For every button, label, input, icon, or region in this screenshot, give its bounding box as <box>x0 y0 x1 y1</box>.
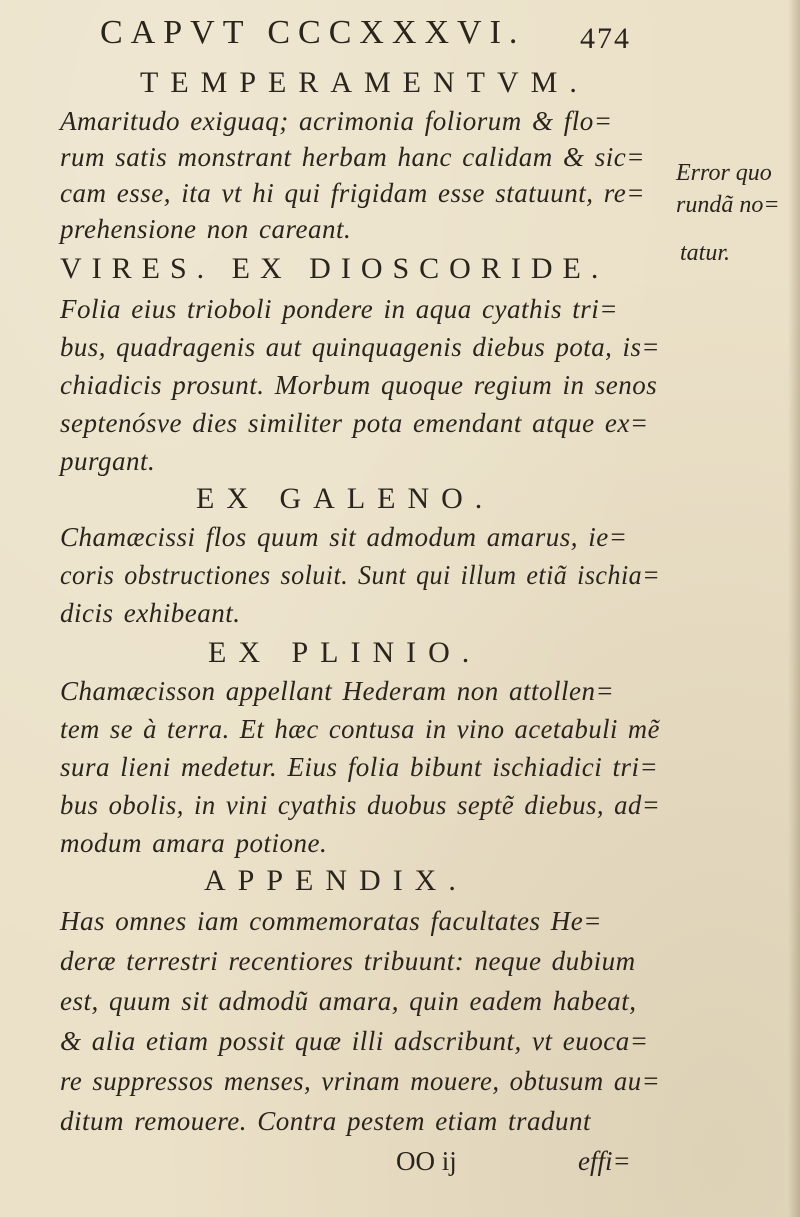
temperamentum-line-4: prehensione non careant. <box>60 214 352 244</box>
running-title: CAPVT CCCXXXVI. <box>100 14 526 51</box>
appendix-line-6: ditum remouere. Contra pestem etiam tradunt <box>60 1106 591 1136</box>
signature-mark: OO ij <box>396 1146 457 1176</box>
temperamentum-line-2: rum satis monstrant herbam hanc calidam & sic= <box>60 142 645 172</box>
heading-vires: VIRES. EX DIOSCORIDE. <box>60 252 609 285</box>
galeno-line-3: dicis exhibeant. <box>60 598 241 628</box>
appendix-line-5: re suppressos menses, vrinam mouere, obtusum au= <box>60 1066 661 1096</box>
vires-line-3: chiadicis prosunt. Morbum quoque regium in senos <box>60 370 658 400</box>
appendix-line-4: & alia etiam possit quæ illi adscribunt, vt euoca= <box>60 1026 649 1056</box>
heading-plinio: EX PLINIO. <box>208 636 482 669</box>
plinio-line-4: bus obolis, in vini cyathis duobus septẽ diebus, ad= <box>60 790 661 820</box>
marginal-note-line-2: rundã no= <box>676 192 780 218</box>
folio-number: 474 <box>580 22 631 55</box>
catchword: effi= <box>578 1146 631 1176</box>
appendix-line-3: est, quum sit admodũ amara, quin eadem habeat, <box>60 986 637 1016</box>
vires-line-4: septenósve dies similiter pota emendant atque ex= <box>60 408 649 438</box>
vires-line-2: bus, quadragenis aut quinquagenis diebus pota, is= <box>60 332 661 362</box>
temperamentum-line-1: Amaritudo exiguaq; acrimonia foliorum & flo= <box>60 106 613 136</box>
vires-line-5: purgant. <box>60 446 156 476</box>
marginal-note-line-1: Error quo <box>676 160 772 186</box>
galeno-line-2: coris obstructiones soluit. Sunt qui illum etiã ischia= <box>60 560 661 590</box>
heading-appendix: APPENDIX. <box>204 864 468 897</box>
appendix-line-1: Has omnes iam commemoratas facultates He= <box>60 906 602 936</box>
marginal-note-line-3: tatur. <box>680 240 731 266</box>
vires-line-1: Folia eius trioboli pondere in aqua cyathis tri= <box>60 294 618 324</box>
heading-temperamentum: TEMPERAMENTVM. <box>140 66 589 99</box>
page-edge-shadow <box>788 0 800 1217</box>
plinio-line-5: modum amara potione. <box>60 828 328 858</box>
plinio-line-1: Chamæcisson appellant Hederam non attollen= <box>60 676 615 706</box>
temperamentum-line-3: cam esse, ita vt hi qui frigidam esse statuunt, re= <box>60 178 645 208</box>
plinio-line-3: sura lieni medetur. Eius folia bibunt ischiadici tri= <box>60 752 659 782</box>
galeno-line-1: Chamæcissi flos quum sit admodum amarus, ie= <box>60 522 628 552</box>
appendix-line-2: deræ terrestri recentiores tribuunt: neque dubium <box>60 946 636 976</box>
heading-galeno: EX GALENO. <box>196 482 495 515</box>
plinio-line-2: tem se à terra. Et hæc contusa in vino acetabuli mẽ <box>60 714 660 744</box>
